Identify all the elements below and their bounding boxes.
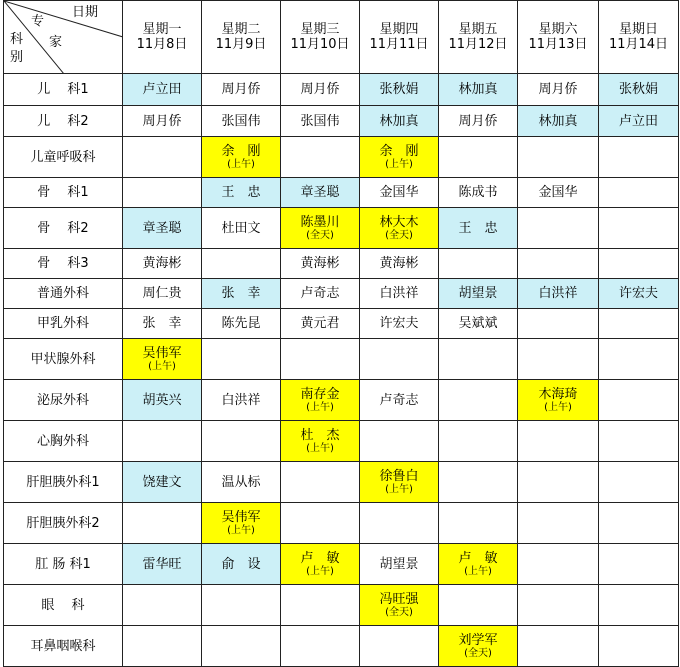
empty-cell xyxy=(123,626,202,667)
doctor-cell xyxy=(202,380,281,421)
department-label: 眼 科 xyxy=(4,585,123,626)
shift-note: (上午) xyxy=(227,158,255,170)
doctor-cell xyxy=(123,544,202,585)
empty-cell xyxy=(281,503,360,544)
doctor-name: 章圣聪 xyxy=(300,185,340,200)
doctor-name: 黄海彬 xyxy=(379,256,419,271)
department-label: 耳鼻咽喉科 xyxy=(4,626,123,667)
shift-note: (上午) xyxy=(306,442,334,454)
shift-note: (全天) xyxy=(464,647,492,659)
empty-cell xyxy=(518,249,599,279)
empty-cell xyxy=(599,380,679,421)
empty-cell xyxy=(599,249,679,279)
doctor-cell xyxy=(360,208,439,249)
doctor-name: 刘学军 xyxy=(458,632,498,648)
weekday-label: 星期二 xyxy=(221,22,261,37)
doctor-cell xyxy=(439,626,518,667)
doctor-name: 林加真 xyxy=(458,82,498,97)
doctor-cell xyxy=(202,74,281,106)
empty-cell xyxy=(202,626,281,667)
day-header xyxy=(360,1,439,74)
doctor-cell xyxy=(123,279,202,309)
doctor-cell xyxy=(202,279,281,309)
empty-cell xyxy=(281,626,360,667)
doctor-cell xyxy=(439,106,518,137)
doctor-name: 南存金 xyxy=(300,386,340,402)
empty-cell xyxy=(518,339,599,380)
schedule-row xyxy=(4,309,679,339)
corner-dept-label-1: 科 xyxy=(10,32,24,47)
weekday-label: 星期三 xyxy=(300,22,340,37)
date-label: 11月13日 xyxy=(528,37,588,52)
schedule-row xyxy=(4,626,679,667)
doctor-name: 吴伟军 xyxy=(221,509,261,525)
doctor-name: 陈成书 xyxy=(458,185,498,200)
department-label: 泌尿外科 xyxy=(4,380,123,421)
empty-cell xyxy=(599,462,679,503)
department-label: 骨 科1 xyxy=(4,178,123,208)
doctor-cell xyxy=(360,309,439,339)
schedule-table xyxy=(3,0,679,667)
shift-note: (全天) xyxy=(385,229,413,241)
empty-cell xyxy=(360,503,439,544)
schedule-row xyxy=(4,462,679,503)
doctor-cell xyxy=(518,279,599,309)
doctor-name: 张国伟 xyxy=(300,113,340,129)
empty-cell xyxy=(123,585,202,626)
shift-note: (全天) xyxy=(306,229,334,241)
doctor-cell xyxy=(123,106,202,137)
doctor-name: 白洪祥 xyxy=(379,286,419,301)
doctor-cell xyxy=(599,74,679,106)
doctor-cell xyxy=(439,74,518,106)
shift-note: (上午) xyxy=(385,483,413,495)
empty-cell xyxy=(360,339,439,380)
doctor-cell xyxy=(281,279,360,309)
doctor-name: 卢立田 xyxy=(142,82,182,97)
empty-cell xyxy=(360,421,439,462)
empty-cell xyxy=(599,544,679,585)
empty-cell xyxy=(281,462,360,503)
empty-cell xyxy=(123,503,202,544)
doctor-name: 胡望景 xyxy=(458,286,498,301)
day-header xyxy=(439,1,518,74)
department-label: 心胸外科 xyxy=(4,421,123,462)
weekday-label: 星期五 xyxy=(458,22,498,37)
empty-cell xyxy=(518,544,599,585)
schedule-row xyxy=(4,339,679,380)
empty-cell xyxy=(518,137,599,178)
schedule-row xyxy=(4,544,679,585)
empty-cell xyxy=(439,585,518,626)
date-label: 11月12日 xyxy=(448,37,508,52)
doctor-cell xyxy=(360,106,439,137)
doctor-cell xyxy=(599,279,679,309)
day-header xyxy=(123,1,202,74)
department-label: 骨 科3 xyxy=(4,249,123,279)
weekday-label: 星期日 xyxy=(618,22,658,37)
schedule-row xyxy=(4,178,679,208)
doctor-name: 周月侨 xyxy=(458,113,498,129)
empty-cell xyxy=(281,339,360,380)
corner-cell xyxy=(4,1,123,74)
doctor-cell xyxy=(202,208,281,249)
doctor-name: 卢 敏 xyxy=(300,550,340,566)
empty-cell xyxy=(439,421,518,462)
doctor-name: 杜田文 xyxy=(221,220,261,236)
doctor-name: 胡望景 xyxy=(379,556,419,572)
date-label: 11月10日 xyxy=(290,37,350,52)
department-label: 甲状腺外科 xyxy=(4,339,123,380)
empty-cell xyxy=(123,421,202,462)
empty-cell xyxy=(123,137,202,178)
weekday-label: 星期四 xyxy=(379,22,419,37)
doctor-cell xyxy=(360,137,439,178)
shift-note: (上午) xyxy=(385,158,413,170)
doctor-name: 余 刚 xyxy=(379,143,419,159)
empty-cell xyxy=(202,249,281,279)
shift-note: (全天) xyxy=(385,606,413,618)
department-label: 儿 科1 xyxy=(4,74,123,106)
doctor-cell xyxy=(123,339,202,380)
corner-date-label: 日期 xyxy=(72,5,99,20)
doctor-cell xyxy=(202,137,281,178)
doctor-cell xyxy=(518,380,599,421)
doctor-cell xyxy=(123,249,202,279)
schedule-row xyxy=(4,503,679,544)
doctor-name: 木海琦 xyxy=(538,386,578,402)
doctor-name: 张国伟 xyxy=(221,113,261,129)
doctor-name: 许宏夫 xyxy=(618,286,658,301)
schedule-row xyxy=(4,208,679,249)
doctor-cell xyxy=(360,74,439,106)
department-label: 骨 科2 xyxy=(4,208,123,249)
doctor-cell xyxy=(123,462,202,503)
schedule-row xyxy=(4,249,679,279)
doctor-name: 周月侨 xyxy=(221,82,261,97)
doctor-cell xyxy=(123,309,202,339)
doctor-name: 卢奇志 xyxy=(379,392,419,408)
doctor-name: 雷华旺 xyxy=(142,556,182,572)
doctor-cell xyxy=(123,380,202,421)
date-label: 11月9日 xyxy=(215,37,267,52)
doctor-cell xyxy=(360,279,439,309)
doctor-cell xyxy=(202,544,281,585)
schedule-row xyxy=(4,380,679,421)
weekday-label: 星期六 xyxy=(538,22,578,37)
empty-cell xyxy=(599,585,679,626)
shift-note: (上午) xyxy=(464,565,492,577)
doctor-name: 黄元君 xyxy=(300,316,340,331)
day-header xyxy=(599,1,679,74)
schedule-row xyxy=(4,137,679,178)
doctor-name: 金国华 xyxy=(379,185,419,200)
empty-cell xyxy=(599,178,679,208)
doctor-name: 饶建文 xyxy=(142,474,182,490)
doctor-name: 陈先昆 xyxy=(221,316,261,331)
corner-expert-label-2: 家 xyxy=(49,35,63,50)
doctor-name: 张秋娟 xyxy=(618,82,658,97)
doctor-name: 白洪祥 xyxy=(221,392,261,408)
empty-cell xyxy=(599,309,679,339)
doctor-name: 冯旺强 xyxy=(379,591,419,607)
doctor-cell xyxy=(202,178,281,208)
empty-cell xyxy=(599,421,679,462)
doctor-cell xyxy=(360,178,439,208)
doctor-cell xyxy=(439,208,518,249)
doctor-name: 吴伟军 xyxy=(142,345,182,361)
doctor-cell xyxy=(360,249,439,279)
shift-note: (上午) xyxy=(544,401,572,413)
department-label: 普通外科 xyxy=(4,279,123,309)
doctor-cell xyxy=(281,421,360,462)
empty-cell xyxy=(599,137,679,178)
empty-cell xyxy=(439,249,518,279)
schedule-row xyxy=(4,74,679,106)
doctor-cell xyxy=(202,106,281,137)
doctor-name: 胡英兴 xyxy=(142,392,182,408)
doctor-name: 林加真 xyxy=(379,113,419,129)
doctor-name: 许宏夫 xyxy=(379,316,419,331)
schedule-body xyxy=(4,1,679,667)
doctor-name: 黄海彬 xyxy=(142,256,182,271)
empty-cell xyxy=(518,626,599,667)
empty-cell xyxy=(202,585,281,626)
doctor-cell xyxy=(202,309,281,339)
doctor-name: 杜 杰 xyxy=(300,427,340,443)
doctor-cell xyxy=(123,74,202,106)
doctor-cell xyxy=(360,380,439,421)
empty-cell xyxy=(599,626,679,667)
doctor-cell xyxy=(360,462,439,503)
doctor-name: 白洪祥 xyxy=(538,286,578,301)
day-header xyxy=(202,1,281,74)
doctor-cell xyxy=(123,208,202,249)
schedule-row xyxy=(4,106,679,137)
schedule-row xyxy=(4,421,679,462)
doctor-cell xyxy=(281,208,360,249)
schedule-row xyxy=(4,279,679,309)
doctor-cell xyxy=(360,585,439,626)
doctor-name: 卢立田 xyxy=(618,113,658,129)
doctor-name: 金国华 xyxy=(538,185,578,200)
doctor-cell xyxy=(281,380,360,421)
doctor-cell xyxy=(518,74,599,106)
schedule-row xyxy=(4,585,679,626)
day-header xyxy=(518,1,599,74)
doctor-cell xyxy=(360,544,439,585)
empty-cell xyxy=(439,380,518,421)
day-header xyxy=(281,1,360,74)
doctor-name: 张 幸 xyxy=(221,286,261,301)
empty-cell xyxy=(599,339,679,380)
shift-note: (上午) xyxy=(227,524,255,536)
doctor-name: 王 忠 xyxy=(458,220,498,236)
department-label: 肝胆胰外科2 xyxy=(4,503,123,544)
date-label: 11月11日 xyxy=(369,37,429,52)
doctor-name: 章圣聪 xyxy=(142,220,182,236)
doctor-cell xyxy=(281,309,360,339)
empty-cell xyxy=(360,626,439,667)
weekday-label: 星期一 xyxy=(142,22,182,37)
doctor-name: 周月侨 xyxy=(538,82,578,97)
department-label: 甲乳外科 xyxy=(4,309,123,339)
empty-cell xyxy=(518,421,599,462)
empty-cell xyxy=(281,137,360,178)
empty-cell xyxy=(518,503,599,544)
empty-cell xyxy=(518,585,599,626)
department-label: 肝胆胰外科1 xyxy=(4,462,123,503)
empty-cell xyxy=(518,462,599,503)
doctor-cell xyxy=(281,74,360,106)
doctor-cell xyxy=(439,309,518,339)
doctor-cell xyxy=(439,178,518,208)
doctor-cell xyxy=(518,106,599,137)
header-row xyxy=(4,1,679,74)
doctor-cell xyxy=(281,544,360,585)
shift-note: (上午) xyxy=(306,401,334,413)
doctor-cell xyxy=(202,503,281,544)
corner-dept-label-2: 别 xyxy=(10,50,24,65)
empty-cell xyxy=(439,137,518,178)
doctor-name: 王 忠 xyxy=(221,185,261,200)
doctor-cell xyxy=(439,279,518,309)
doctor-cell xyxy=(439,544,518,585)
doctor-name: 徐鲁白 xyxy=(379,468,419,484)
empty-cell xyxy=(123,178,202,208)
empty-cell xyxy=(202,339,281,380)
doctor-name: 温从标 xyxy=(221,474,261,490)
empty-cell xyxy=(518,208,599,249)
doctor-name: 卢奇志 xyxy=(300,286,340,301)
shift-note: (上午) xyxy=(148,360,176,372)
doctor-cell xyxy=(518,178,599,208)
doctor-name: 黄海彬 xyxy=(300,256,340,271)
doctor-cell xyxy=(281,178,360,208)
doctor-name: 周月侨 xyxy=(142,113,182,129)
empty-cell xyxy=(518,309,599,339)
doctor-name: 林加真 xyxy=(538,113,578,129)
doctor-cell xyxy=(202,462,281,503)
doctor-name: 林大木 xyxy=(379,214,419,230)
doctor-name: 俞 设 xyxy=(221,556,261,572)
doctor-cell xyxy=(281,249,360,279)
empty-cell xyxy=(439,503,518,544)
department-label: 肛 肠 科1 xyxy=(4,544,123,585)
doctor-name: 张秋娟 xyxy=(379,82,419,97)
empty-cell xyxy=(439,462,518,503)
doctor-name: 张 幸 xyxy=(142,316,182,331)
doctor-name: 余 刚 xyxy=(221,143,261,159)
empty-cell xyxy=(599,208,679,249)
doctor-name: 卢 敏 xyxy=(458,550,498,566)
department-label: 儿童呼吸科 xyxy=(4,137,123,178)
empty-cell xyxy=(281,585,360,626)
department-label: 儿 科2 xyxy=(4,106,123,137)
date-label: 11月14日 xyxy=(608,37,669,52)
doctor-cell xyxy=(281,106,360,137)
doctor-name: 周仁贵 xyxy=(142,286,182,301)
empty-cell xyxy=(599,503,679,544)
corner-expert-label-1: 专 xyxy=(31,14,45,29)
empty-cell xyxy=(202,421,281,462)
doctor-name: 周月侨 xyxy=(300,82,340,97)
doctor-name: 吴斌斌 xyxy=(458,316,498,331)
doctor-cell xyxy=(599,106,679,137)
doctor-name: 陈墨川 xyxy=(300,214,340,230)
empty-cell xyxy=(439,339,518,380)
date-label: 11月8日 xyxy=(136,37,188,52)
shift-note: (上午) xyxy=(306,565,334,577)
